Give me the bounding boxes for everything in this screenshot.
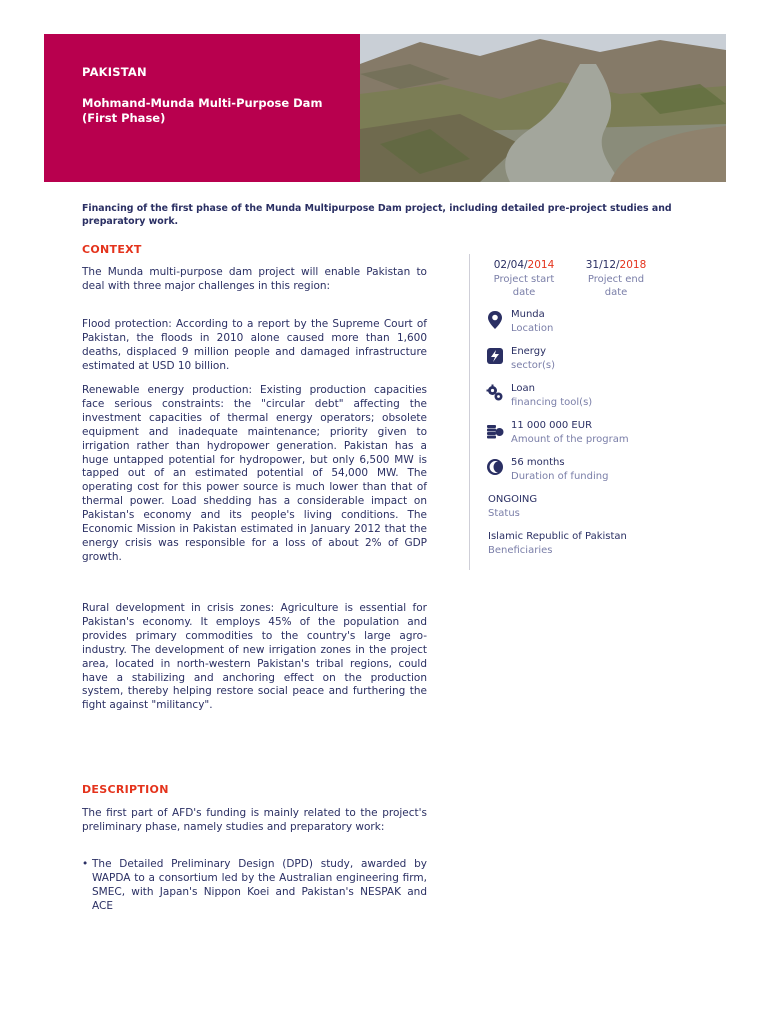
river-valley-photo bbox=[360, 34, 726, 182]
gears-icon bbox=[486, 384, 504, 402]
duration-label: Duration of funding bbox=[511, 471, 609, 482]
context-paragraph: The Munda multi-purpose dam project will enable Pakistan to deal with three major challenges in this region: bbox=[82, 266, 427, 292]
financing-tool-label: financing tool(s) bbox=[511, 397, 593, 408]
beneficiaries-label: Beneficiaries bbox=[488, 545, 553, 556]
project-title: Mohmand-Munda Multi-Purpose Dam (First Phase) bbox=[82, 96, 323, 125]
clock-duration-icon bbox=[486, 458, 504, 476]
location-value: Munda bbox=[511, 309, 545, 320]
header-title-block bbox=[44, 34, 360, 182]
description-heading: DESCRIPTION bbox=[82, 783, 169, 796]
sector-value: Energy bbox=[511, 346, 547, 357]
end-date-label: Project end date bbox=[587, 274, 645, 298]
header-banner bbox=[44, 34, 726, 182]
amount-value: 11 000 000 EUR bbox=[511, 420, 593, 431]
end-date-year: 2018 bbox=[619, 259, 647, 271]
project-end-date bbox=[576, 259, 656, 299]
project-start-date bbox=[484, 259, 564, 299]
status-label: Status bbox=[488, 508, 520, 519]
sidebar-divider bbox=[469, 254, 470, 570]
financing-tool-value: Loan bbox=[511, 383, 535, 394]
duration-value: 56 months bbox=[511, 457, 565, 468]
bullet-text: The Detailed Preliminary Design (DPD) study, awarded by WAPDA to a consortium led by the Australian engineering firm, SMEC, with Japan's Nippon Koei and Pakistan's NESPAK and ACE bbox=[92, 858, 427, 912]
description-intro: The first part of AFD's funding is mainly related to the project's preliminary phase, namely studies and preparatory work: bbox=[82, 807, 427, 833]
context-paragraph: Flood protection: According to a report by the Supreme Court of Pakistan, the floods in 2010 alone caused more than 1,600 deaths, displaced 9 million people and damaged infrastructure estimated at USD 10 billion. bbox=[82, 318, 427, 372]
bullet-marker: • bbox=[82, 858, 89, 870]
end-date-value: 31/12/ bbox=[585, 259, 620, 271]
context-heading: CONTEXT bbox=[82, 243, 142, 256]
energy-sector-icon bbox=[486, 347, 504, 365]
coins-icon bbox=[486, 421, 504, 439]
amount-label: Amount of the program bbox=[511, 434, 629, 445]
location-label: Location bbox=[511, 323, 554, 334]
start-date-year: 2014 bbox=[527, 259, 555, 271]
description-bullet bbox=[82, 858, 427, 914]
context-paragraph: Renewable energy production: Existing production capacities face serious constraints: the "circular debt" affecting the investment capacities of thermal energy operators; obsolete equipment and inadequate maintenance; priority given to irrigation rather than hydropower generation. Pakistan has a huge untapped potential for hydropower, but only 6,500 MW is tapped out of an estimated potential of 54,000 MW. The operating cost for this power source is much lower than that of thermal power. Load shedding has a considerable impact on Pakistan's economy and its people's living conditions. The Economic Mission in Pakistan estimated in January 2012 that the energy crisis was responsible for a loss of about 2% of GDP growth. bbox=[82, 384, 427, 563]
context-paragraph: Rural development in crisis zones: Agriculture is essential for Pakistan's economy. It employs 45% of the population and provides primary commodities to the country's large agro-industry. The development of new irrigation zones in the project area, located in north-western Pakistan's tribal regions, could have a stabilizing and anchoring effect on the production system, thereby helping restore social peace and furthering the fight against "militancy". bbox=[82, 602, 427, 712]
location-pin-icon bbox=[486, 310, 504, 328]
project-summary: Financing of the first phase of the Munda Multipurpose Dam project, including detailed pre-project studies and preparatory work. bbox=[82, 203, 672, 227]
status-value: ONGOING bbox=[488, 494, 538, 505]
beneficiaries-value: Islamic Republic of Pakistan bbox=[488, 531, 627, 542]
sector-label: sector(s) bbox=[511, 360, 556, 371]
start-date-label: Project start date bbox=[493, 274, 555, 298]
country-label: PAKISTAN bbox=[82, 65, 147, 79]
start-date-value: 02/04/ bbox=[493, 259, 528, 271]
